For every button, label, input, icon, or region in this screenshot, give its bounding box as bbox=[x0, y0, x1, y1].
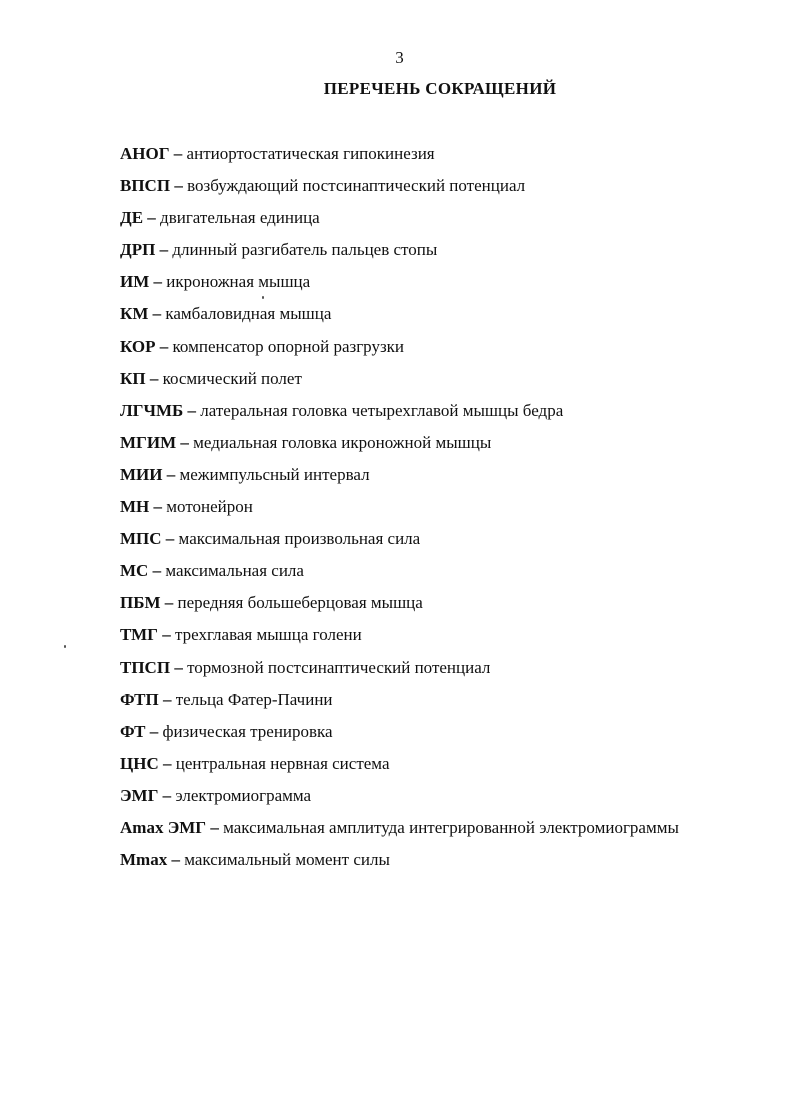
dash-separator: – bbox=[164, 593, 174, 613]
dash-separator: – bbox=[163, 689, 172, 709]
abbreviation-term: МГИМ bbox=[120, 432, 177, 452]
abbreviation-term: ПБМ bbox=[120, 593, 161, 613]
abbreviation-term: ЛГЧМБ bbox=[120, 400, 184, 420]
abbreviation-term: КП bbox=[120, 368, 146, 388]
abbreviation-definition: центральная нервная система bbox=[175, 753, 390, 773]
list-item bbox=[120, 367, 780, 399]
abbreviation-term: ТПСП bbox=[120, 657, 171, 677]
abbreviation-definition: камбаловидная мышца bbox=[165, 304, 332, 324]
dash-separator: – bbox=[180, 432, 189, 452]
abbreviation-term: АНОГ bbox=[120, 144, 170, 163]
dash-separator: – bbox=[174, 176, 183, 196]
abbreviation-definition: максимальная произвольная сила bbox=[178, 529, 421, 549]
dash-separator: – bbox=[153, 272, 163, 292]
abbreviation-term: МС bbox=[120, 561, 149, 581]
abbreviation-definition: медиальная головка икроножной мышцы bbox=[193, 432, 492, 452]
list-item bbox=[120, 848, 780, 880]
list-item bbox=[120, 238, 780, 270]
dash-separator: – bbox=[162, 785, 172, 805]
abbreviation-term: Amax ЭМГ bbox=[120, 817, 207, 837]
abbreviation-definition: возбуждающий постсинаптический потенциал bbox=[187, 176, 526, 196]
list-item bbox=[120, 495, 780, 527]
dash-separator: – bbox=[152, 561, 162, 581]
abbreviation-term: МН bbox=[120, 497, 150, 517]
abbreviation-definition: антиортостатическая гипокинезия bbox=[186, 144, 435, 163]
abbreviation-definition: максимальный момент силы bbox=[184, 850, 390, 870]
abbreviation-term: ДРП bbox=[120, 240, 156, 260]
scan-speck bbox=[64, 645, 66, 648]
abbreviation-list bbox=[120, 142, 780, 880]
abbreviation-term: ВПСП bbox=[120, 176, 171, 196]
abbreviation-definition: двигательная единица bbox=[160, 208, 320, 228]
list-item bbox=[120, 559, 780, 591]
dash-separator: – bbox=[165, 529, 175, 549]
abbreviation-definition: мотонейрон bbox=[166, 497, 253, 517]
abbreviation-definition: тельца Фатер-Пачини bbox=[175, 689, 333, 709]
dash-separator: – bbox=[174, 657, 183, 677]
dash-separator: – bbox=[162, 625, 171, 645]
list-item bbox=[120, 752, 780, 784]
dash-separator: – bbox=[187, 400, 196, 420]
list-item bbox=[120, 463, 780, 495]
dash-separator: – bbox=[166, 464, 176, 484]
list-item bbox=[120, 431, 780, 463]
abbreviation-term: МИИ bbox=[120, 464, 163, 484]
list-item bbox=[120, 784, 780, 816]
dash-separator: – bbox=[162, 753, 172, 773]
abbreviation-term: ДЕ bbox=[120, 208, 144, 228]
abbreviation-definition: межимпульсный интервал bbox=[179, 464, 370, 484]
dash-separator: – bbox=[173, 144, 183, 163]
list-item bbox=[120, 206, 780, 238]
abbreviation-definition: латеральная головка четырехглавой мышцы бедра bbox=[200, 400, 564, 420]
list-item bbox=[120, 591, 780, 623]
abbreviation-definition: трехглавая мышца голени bbox=[174, 625, 362, 645]
abbreviation-term: ФТП bbox=[120, 689, 159, 709]
abbreviation-definition: компенсатор опорной разгрузки bbox=[172, 336, 405, 356]
abbreviation-term: ТМГ bbox=[120, 625, 158, 645]
abbreviation-term: Mmax bbox=[120, 850, 168, 870]
dash-separator: – bbox=[159, 240, 169, 260]
list-item bbox=[120, 335, 780, 367]
page-number: 3 bbox=[395, 48, 404, 67]
list-item bbox=[120, 142, 780, 174]
dash-separator: – bbox=[149, 721, 159, 741]
abbreviation-definition: передняя большеберцовая мышца bbox=[177, 593, 423, 613]
abbreviation-definition: максимальная амплитуда интегрированной электромиограммы bbox=[223, 817, 679, 837]
list-item bbox=[120, 720, 780, 752]
abbreviation-term: ФТ bbox=[120, 721, 146, 741]
abbreviation-definition: тормозной постсинаптический потенциал bbox=[187, 657, 491, 677]
abbreviation-term: КОР bbox=[120, 336, 156, 356]
scan-speck bbox=[262, 296, 264, 299]
abbreviation-term: КМ bbox=[120, 304, 149, 324]
list-item bbox=[120, 399, 780, 431]
list-item bbox=[120, 816, 780, 848]
abbreviation-definition: икроножная мышца bbox=[166, 272, 311, 292]
dash-separator: – bbox=[152, 304, 162, 324]
abbreviation-term: ИМ bbox=[120, 272, 150, 292]
abbreviation-term: ЦНС bbox=[120, 753, 159, 773]
abbreviation-definition: электромиограмма bbox=[175, 785, 312, 805]
dash-separator: – bbox=[159, 336, 169, 356]
abbreviation-definition: физическая тренировка bbox=[162, 721, 333, 741]
list-item bbox=[120, 270, 780, 302]
page-title: ПЕРЕЧЕНЬ СОКРАЩЕНИЙ bbox=[323, 79, 557, 98]
list-item bbox=[120, 623, 780, 655]
abbreviation-definition: длинный разгибатель пальцев стопы bbox=[172, 240, 438, 260]
dash-separator: – bbox=[210, 817, 219, 837]
abbreviation-definition: максимальная сила bbox=[165, 561, 304, 581]
dash-separator: – bbox=[171, 850, 180, 870]
list-item bbox=[120, 527, 780, 559]
list-item bbox=[120, 302, 780, 334]
abbreviation-term: ЭМГ bbox=[120, 785, 159, 805]
abbreviation-term: МПС bbox=[120, 529, 162, 549]
dash-separator: – bbox=[149, 368, 159, 388]
list-item bbox=[120, 688, 780, 720]
list-item bbox=[120, 174, 780, 206]
dash-separator: – bbox=[153, 497, 163, 517]
list-item bbox=[120, 656, 780, 688]
dash-separator: – bbox=[147, 208, 156, 228]
abbreviation-definition: космический полет bbox=[162, 368, 302, 388]
